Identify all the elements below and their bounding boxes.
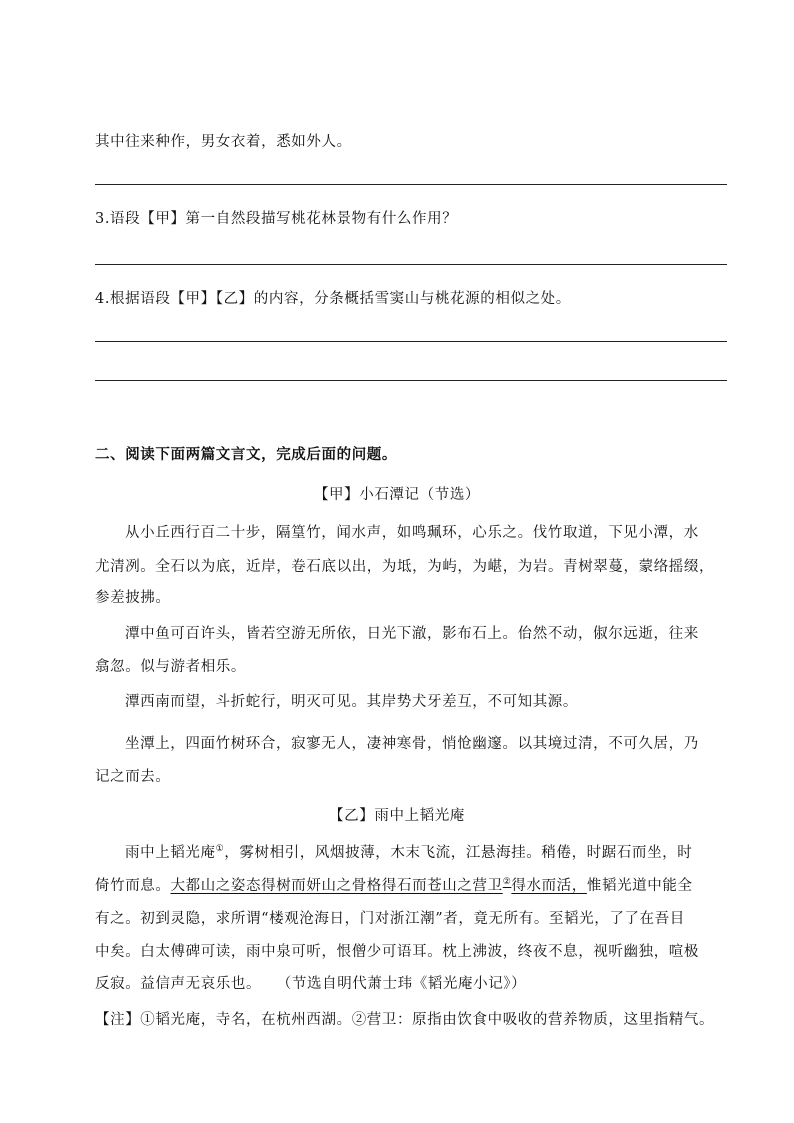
question-2-tail: 其中往来种作，男女衣着，悉如外人。 bbox=[95, 134, 352, 150]
section-heading: 二、阅读下面两篇文言文，完成后面的问题。 bbox=[95, 446, 397, 463]
annotation-note: 【注】①韬光庵，寺名，在杭州西湖。②营卫：原指由饮食中吸收的营养物质，这里指精气。 bbox=[95, 1012, 715, 1028]
question-4: 4.根据语段【甲】【乙】的内容，分条概括雪窦山与桃花源的相似之处。 bbox=[95, 291, 571, 307]
text-a-line: 参差披拂。 bbox=[95, 590, 171, 606]
text-b-segment: 惟韬光道中能全 bbox=[586, 878, 693, 894]
text-b-line bbox=[125, 841, 692, 862]
footnote-marker: ② bbox=[502, 877, 512, 888]
text-a-line: 潭西南而望，斗折蛇行，明灭可见。其岸势犬牙差互，不可知其源。 bbox=[125, 694, 578, 710]
text-b-segment: ，雾树相引，风烟披薄，木末飞流，江悬海挂。稍倦，时踞石而坐，时 bbox=[224, 845, 693, 861]
text-b-segment: 倚竹而息。 bbox=[95, 878, 171, 894]
text-a-line: 潭中鱼可百许头，皆若空游无所依，日光下澈，影布石上。佁然不动，俶尔远逝，往来 bbox=[125, 626, 699, 642]
answer-line bbox=[95, 184, 727, 185]
answer-line bbox=[95, 380, 727, 381]
text-a-line: 从小丘西行百二十步，隔篁竹，闻水声，如鸣珮环，心乐之。伐竹取道，下见小潭，水 bbox=[125, 525, 699, 541]
answer-line bbox=[95, 341, 727, 342]
answer-line bbox=[95, 264, 727, 265]
text-a-line: 翕忽。似与游者相乐。 bbox=[95, 659, 246, 675]
text-a-line: 尤清冽。全石以为底，近岸，卷石底以出，为坻，为屿，为嵁，为岩。青树翠蔓，蒙络摇缀， bbox=[95, 559, 715, 575]
text-b-line: 中矣。白太傅碑可读，雨中泉可听，恨僧少可语耳。枕上沸波，终夜不息，视听幽独，喧极 bbox=[95, 944, 699, 960]
underlined-sentence: 大都山之姿态得树而妍山之骨格得石而苍山之营卫 bbox=[170, 878, 503, 894]
footnote-marker: ① bbox=[215, 844, 225, 855]
text-b-line: 反寂。益信声无哀乐也。 （节选自明代萧士玮《韬光庵小记》） bbox=[95, 976, 527, 992]
text-a-title: 【甲】小石潭记（节选） bbox=[313, 487, 481, 503]
question-3: 3.语段【甲】第一自然段描写桃花林景物有什么作用？ bbox=[95, 211, 458, 227]
text-b-line bbox=[95, 874, 693, 895]
text-b-segment: 雨中上韬光庵 bbox=[125, 845, 216, 861]
underlined-sentence: 得水而活， bbox=[511, 878, 587, 894]
text-a-line: 坐潭上，四面竹树环合，寂寥无人，凄神寒骨，悄怆幽邃。以其境过清，不可久居，乃 bbox=[125, 736, 699, 752]
text-b-title: 【乙】雨中上韬光庵 bbox=[329, 808, 465, 824]
text-b-line: 有之。初到灵隐，求所谓“楼观沧海日，门对浙江潮”者，竟无所有。至韬光，了了在吾目 bbox=[95, 911, 685, 927]
text-a-line: 记之而去。 bbox=[95, 769, 171, 785]
